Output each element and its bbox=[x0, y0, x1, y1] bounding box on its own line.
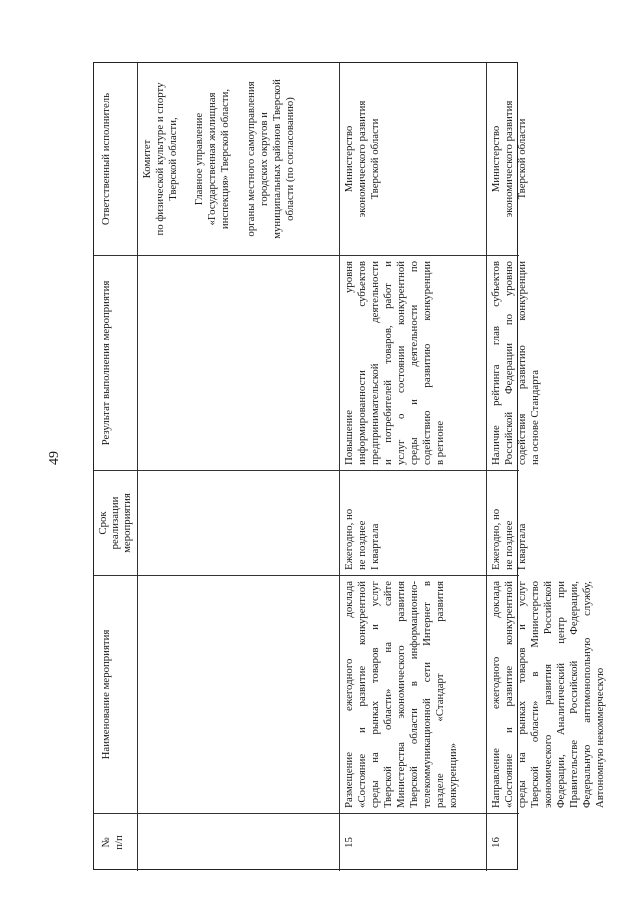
cell-line: экономического развития Российской bbox=[542, 581, 554, 808]
header-number bbox=[94, 813, 138, 871]
cell-num bbox=[138, 813, 340, 871]
cell-line: Направление ежегодного доклада bbox=[490, 581, 502, 808]
cell-line: предпринимательской деятельности bbox=[369, 261, 381, 465]
cell-line: Тверской области в информационно- bbox=[408, 581, 420, 808]
header-line: п/п bbox=[113, 835, 125, 850]
cell-term bbox=[138, 470, 340, 575]
cell-line: Тверской области bbox=[369, 118, 381, 200]
header-line: реализации bbox=[109, 496, 121, 550]
cell-line: Главное управление bbox=[193, 112, 205, 206]
cell-line: среды и деятельности по bbox=[408, 261, 420, 465]
header-result: Результат выполнения мероприятия bbox=[94, 255, 138, 470]
cell-line: органы местного самоуправления bbox=[245, 81, 257, 237]
cell-name bbox=[340, 575, 487, 813]
cell-line: экономического развития bbox=[356, 100, 368, 218]
cell-line: Автономную некоммерческую bbox=[594, 667, 606, 808]
header-line: Срок bbox=[97, 511, 109, 535]
rotated-table-content bbox=[94, 63, 606, 871]
cell-name bbox=[487, 575, 606, 813]
cell-line: Размещение ежегодного доклада bbox=[343, 581, 355, 808]
cell-line: I квартала bbox=[369, 523, 381, 570]
cell-result bbox=[487, 255, 541, 470]
cell-line: конкуренции» bbox=[447, 742, 459, 808]
header-line: № bbox=[100, 837, 112, 848]
cell-term bbox=[340, 470, 487, 575]
cell-line: «Государственная жилищная bbox=[206, 92, 218, 226]
header-executor: Ответственный исполнитель bbox=[94, 63, 138, 255]
header-term bbox=[94, 470, 138, 575]
header-line: мероприятия bbox=[121, 493, 133, 553]
cell-line: области (по согласованию) bbox=[284, 97, 296, 221]
cell-line: экономического развития bbox=[503, 100, 515, 218]
cell-line: Тверской области» в Министерство bbox=[529, 581, 541, 808]
cell-line: Наличие рейтинга глав субъектов bbox=[490, 261, 502, 465]
cell-term bbox=[487, 470, 528, 575]
cell-line: Тверской области» на сайте bbox=[382, 581, 394, 808]
cell-num: 16 bbox=[487, 813, 519, 871]
page-number: 49 bbox=[47, 451, 62, 465]
cell-gap bbox=[232, 68, 245, 250]
cell-line: информированности субъектов bbox=[356, 261, 368, 465]
cell-line: по физической культуре и спорту bbox=[154, 82, 166, 236]
cell-name bbox=[138, 575, 340, 813]
cell-line: содействию развитию конкуренции bbox=[421, 261, 433, 465]
measures-table bbox=[93, 62, 606, 870]
cell-line: Повышение уровня bbox=[343, 261, 355, 465]
cell-line: Министерства экономического развития bbox=[395, 581, 407, 808]
cell-line: Ежегодно, но bbox=[343, 508, 355, 570]
cell-line: «Состояние и развитие конкурентной bbox=[503, 581, 515, 808]
cell-executor bbox=[138, 63, 340, 255]
cell-num: 15 bbox=[340, 813, 487, 871]
table-grid bbox=[94, 63, 606, 871]
cell-line: услуг о состоянии конкурентной bbox=[395, 261, 407, 465]
cell-line: Комитет bbox=[141, 139, 153, 179]
cell-line: не позднее bbox=[356, 520, 368, 570]
header-term-text bbox=[97, 493, 133, 553]
cell-line: на основе Стандарта bbox=[529, 369, 541, 465]
cell-line: Тверской области bbox=[516, 118, 528, 200]
cell-line: Тверской области, bbox=[167, 117, 179, 201]
cell-line: Ежегодно, но bbox=[490, 508, 502, 570]
cell-line: Российской Федерации по уровню bbox=[503, 261, 515, 465]
cell-executor bbox=[487, 63, 528, 255]
cell-line: Правительстве Российской Федерации, bbox=[568, 581, 580, 808]
cell-line: городских округов и bbox=[258, 112, 270, 206]
header-name: Наименование мероприятия bbox=[94, 575, 138, 813]
cell-gap bbox=[180, 68, 193, 250]
cell-line: I квартала bbox=[516, 523, 528, 570]
cell-result bbox=[138, 255, 340, 470]
cell-line: «Состояние и развитие конкурентной bbox=[356, 581, 368, 808]
cell-line: инспекция» Тверской области, bbox=[219, 88, 231, 230]
cell-line: Министерство bbox=[490, 125, 502, 193]
cell-line: содействия развитию конкуренции bbox=[516, 261, 528, 465]
cell-line: разделе «Стандарт развития bbox=[434, 581, 446, 808]
cell-executor bbox=[340, 63, 487, 255]
cell-line: Федеральную антимонопольную службу, bbox=[581, 581, 593, 808]
cell-line: муниципальных районов Тверской bbox=[271, 79, 283, 239]
header-number-text bbox=[100, 835, 126, 850]
cell-line: Министерство bbox=[343, 125, 355, 193]
cell-line: в регионе bbox=[434, 420, 446, 465]
cell-line: телекоммуникационной сети Интернет в bbox=[421, 581, 433, 808]
cell-line: Федерации, Аналитический центр при bbox=[555, 581, 567, 808]
cell-line: не позднее bbox=[503, 520, 515, 570]
cell-line: среды на рынках товаров и услуг bbox=[369, 581, 381, 808]
cell-line: среды на рынках товаров и услуг bbox=[516, 581, 528, 808]
cell-line: и потребителей товаров, работ и bbox=[382, 261, 394, 465]
cell-result bbox=[340, 255, 487, 470]
